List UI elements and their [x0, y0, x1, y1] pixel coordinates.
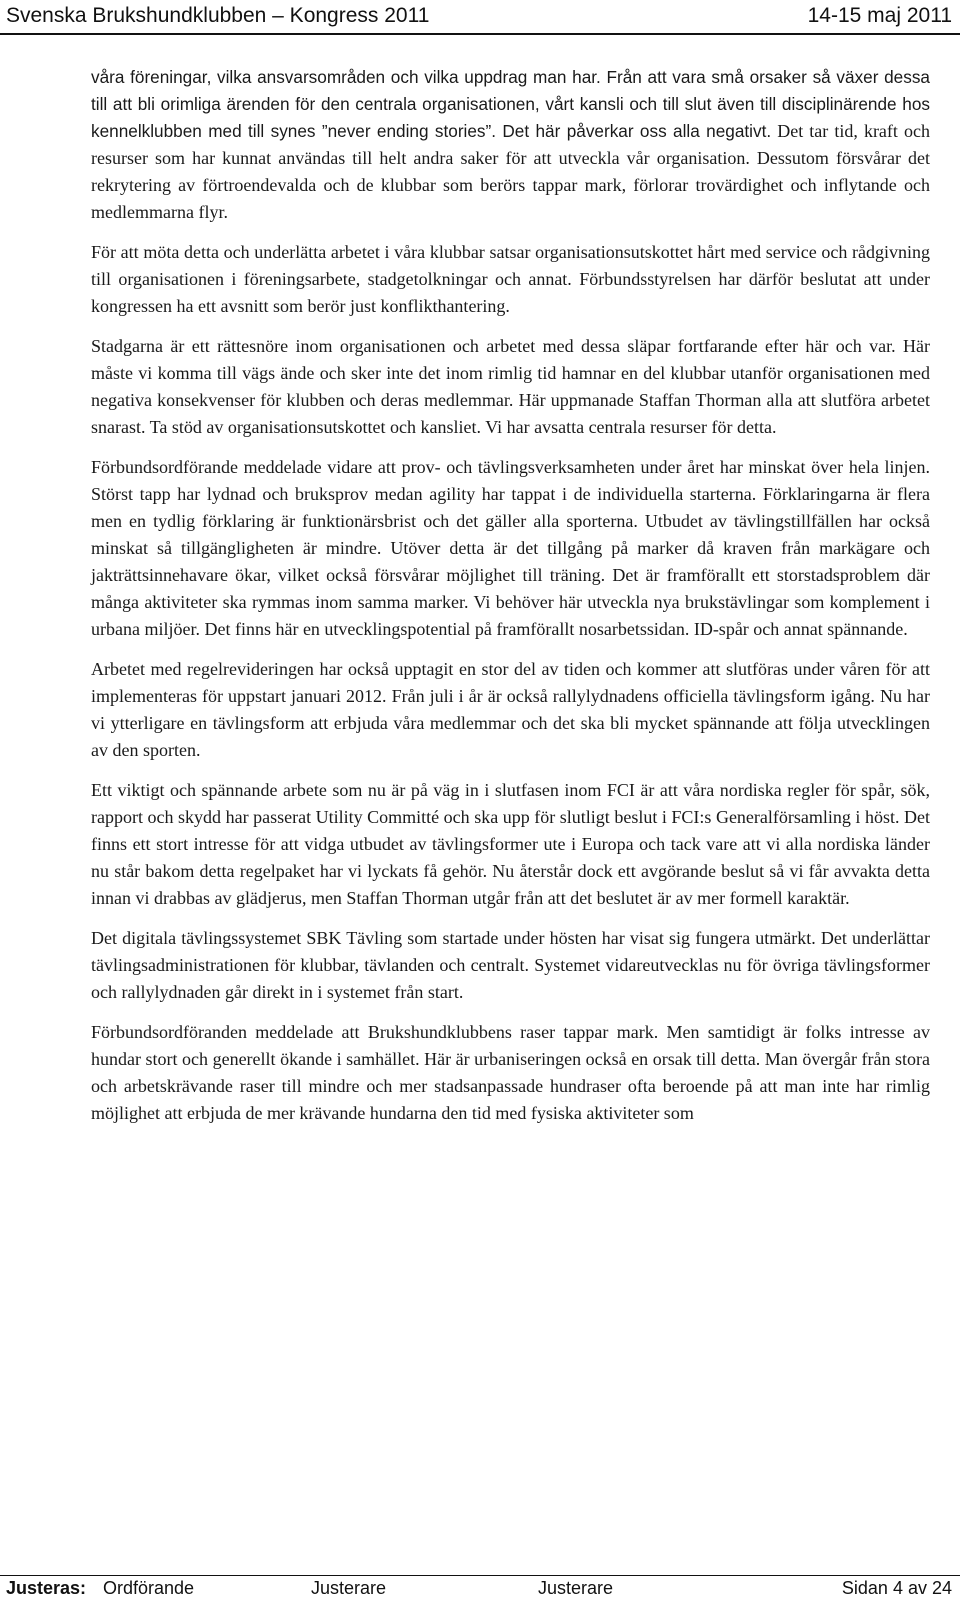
paragraph-6: Ett viktigt och spännande arbete som nu är på väg in i slutfasen inom FCI är att våra nordiska regler för spår, sök, rapport och skydd har passerat Utility Committé och ska upp för slutligt beslut i FCI:s Generalförsamling i höst. Det finns ett stort intresse för att vidga utbudet av tävlingsformer ute i Europa och tack vare att vi alla nordiska länder nu står bakom detta regelpaket har vi lyckats få gehör. Nu återstår dock ett avgörande beslut så vi får avvakta detta innan vi drabbas av glädjerus, men Staffan Thorman utgår från att det beslutet är av mer formell karaktär.	[91, 780, 930, 908]
footer-verify-label: Justeras:	[6, 1578, 87, 1598]
paragraph-5: Arbetet med regelrevideringen har också upptagit en stor del av tiden och kommer att slutföras under våren för att implementeras för uppstart januari 2012. Från juli i år är också rallylydnadens officiella tävlingsform igång. Nu har vi ytterligare en tävlingsform att erbjuda våra medlemmar och det ska bli mycket spännande att följa utvecklingen av den sporten.	[91, 659, 930, 760]
document-body	[91, 64, 930, 1140]
page-footer	[0, 1578, 960, 1613]
paragraph-1-serif-part: Det tar tid, kraft och resurser som har kunnat användas till helt andra saker för att utveckla vår organisation. Dessutom försvårar det rekrytering av förtroendevalda och de klubbar som berörs tappar mark, förlorar trovärdighet och inflytande och medlemmarna flyr.	[91, 121, 930, 222]
paragraph-8: Förbundsordföranden meddelade att Brukshundklubbens raser tappar mark. Men samtidigt är folks intresse av hundar stort och generellt ökande i samhället. Här är urbaniseringen också en orsak till detta. Man övergår från stora och arbetskrävande raser till mindre och mer stadsanpassade hundraser ofta beroende på att man inte har rimlig möjlighet att erbjuda de mer krävande hundarna den tid med fysiska aktiviteter som	[91, 1022, 930, 1123]
paragraph-1	[91, 64, 930, 226]
page-number: Sidan 4 av 24	[841, 1578, 952, 1598]
paragraph-7: Det digitala tävlingssystemet SBK Tävling som startade under hösten har visat sig fungera utmärkt. Det underlättar tävlingsadministrationen för klubbar, tävlanden och centralt. Systemet vidareutvecklas nu för övriga tävlingsformer och rallylydnaden går direkt in i systemet från start.	[91, 928, 930, 1002]
paragraph-1-sans-part: våra föreningar, vilka ansvarsområden och vilka uppdrag man har. Från att vara små orsaker så växer dessa till att bli orimliga ärenden för den centrala organisationen, vårt kansli och till slut även till disciplinärende hos kennelklubben med till synes ”never ending stories”. Det här påverkar oss alla negativt.	[91, 67, 930, 141]
document-date: 14-15 maj 2011	[807, 4, 952, 27]
footer-verifier-1: Justerare	[311, 1578, 387, 1598]
paragraph-4: Förbundsordförande meddelade vidare att prov- och tävlingsverksamheten under året har minskat över hela linjen. Störst tapp har lydnad och bruksprov medan agility har tappat i de individuella starterna. Förklaringarna är flera men en tydlig förklaring är funktionärsbrist och det gäller alla sporterna. Utbudet av tävlingstillfällen har också minskat så tillgängligheten är mindre. Utöver detta är det tillgång på marker då kraven från markägare och jakträttsinnehavare ökar, vilket också försvårar möjlighet till träning. Det är framförallt ett storstadsproblem där många aktiviteter ska rymmas inom samma marker. Vi behöver här utveckla nya brukstävlingar som komplement i urbana miljöer. Det finns här en utvecklingspotential på framförallt nosarbetssidan. ID-spår och annat spännande.	[91, 457, 930, 639]
footer-verifier-2: Justerare	[538, 1578, 614, 1598]
paragraph-2: För att möta detta och underlätta arbetet i våra klubbar satsar organisationsutskottet hårt med service och rådgivning till organisationen i föreningsarbete, stadgetolkningar och annat. Förbundsstyrelsen har därför beslutat att under kongressen ha ett avsnitt som berör just konflikthantering.	[91, 242, 930, 316]
document-title: Svenska Brukshundklubben – Kongress 2011	[6, 4, 430, 27]
footer-divider	[0, 1575, 960, 1576]
header-divider	[0, 33, 960, 35]
page-header	[0, 0, 960, 40]
paragraph-3: Stadgarna är ett rättesnöre inom organisationen och arbetet med dessa släpar fortfarande efter här och var. Här måste vi komma till vägs ände och sker inte det inom rimlig tid hamnar en del klubbar utanför organisationen med negativa konsekvenser för klubben och deras medlemmar. Här uppmanade Staffan Thorman alla att slutföra arbetet snarast. Ta stöd av organisationsutskottet och kansliet. Vi har avsatta centrala resurser för detta.	[91, 336, 930, 437]
footer-chairman: Ordförande	[103, 1578, 195, 1598]
